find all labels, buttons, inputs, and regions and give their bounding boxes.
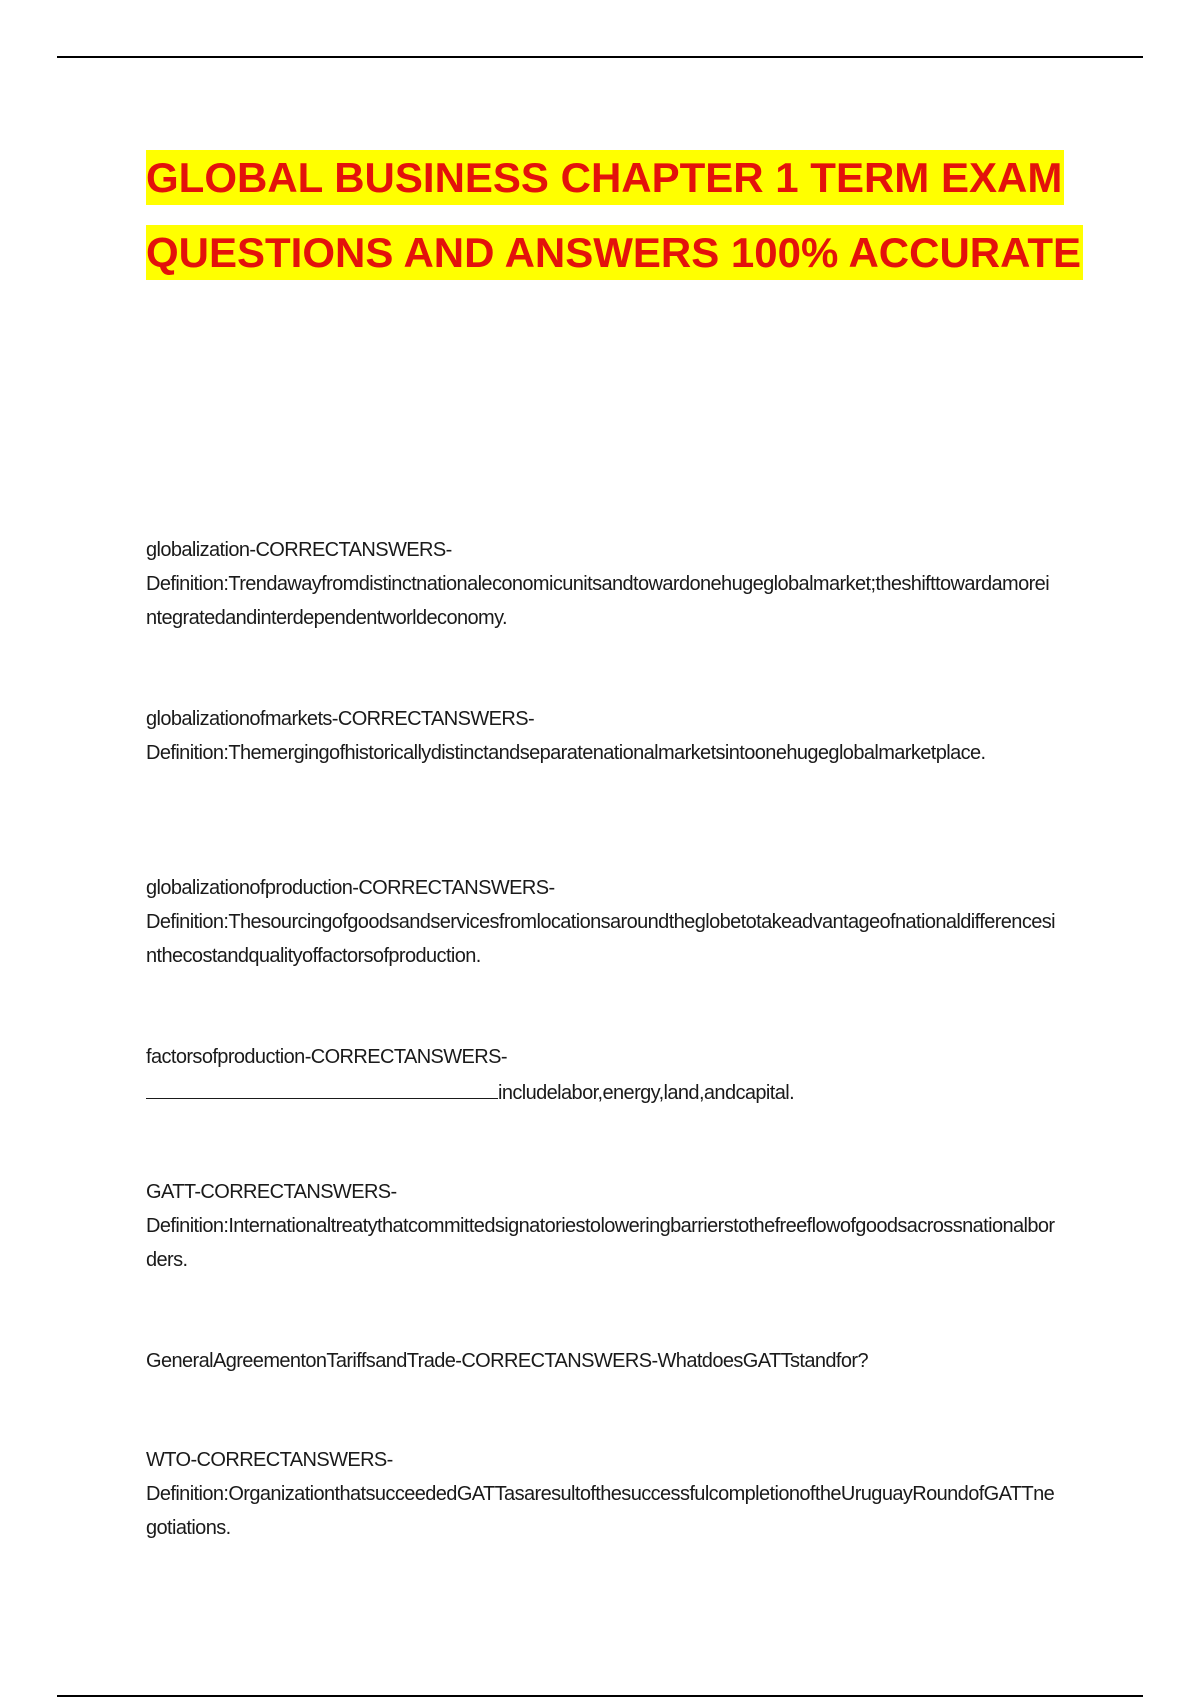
footer-rule — [57, 1695, 1143, 1697]
qa-item-gatt-acronym — [146, 1344, 1056, 1378]
qa-definition-text: includelabor,energy,land,andcapital. — [498, 1082, 795, 1104]
qa-definition: Definition:Themergingofhistoricallydistinctandseparatenationalmarketsintoonehugeglobalmarketplace. — [146, 742, 986, 764]
qa-definition: Definition:Thesourcingofgoodsandservicesfromlocationsaroundtheglobetotakeadvantageofnationaldifferencesinthecostandqualityoffactorsofproduction. — [146, 911, 1055, 967]
header-rule — [57, 56, 1143, 58]
qa-definition: Definition:Internationaltreatythatcommittedsignatoriestoloweringbarrierstothefreeflowofgoodsacrossnationalborders. — [146, 1215, 1055, 1271]
qa-definition: Definition:OrganizationthatsucceededGATTasaresultofthesuccessfulcompletionoftheUruguayRoundofGATTnegotiations. — [146, 1483, 1055, 1539]
qa-term: globalizationofproduction-CORRECTANSWERS- — [146, 877, 555, 899]
qa-term: factorsofproduction-CORRECTANSWERS- — [146, 1046, 507, 1068]
qa-item-gatt — [146, 1175, 1056, 1277]
qa-item-globalization-of-markets — [146, 702, 1056, 770]
qa-term: GeneralAgreementonTariffsandTrade-CORRECTANSWERS-WhatdoesGATTstandfor? — [146, 1350, 868, 1372]
qa-item-wto — [146, 1443, 1056, 1545]
document-title — [146, 140, 1106, 290]
qa-term: globalization-CORRECTANSWERS- — [146, 539, 452, 561]
qa-item-globalization — [146, 533, 1056, 635]
fill-in-blank — [146, 1074, 498, 1099]
qa-term: GATT-CORRECTANSWERS- — [146, 1181, 397, 1203]
qa-term: WTO-CORRECTANSWERS- — [146, 1449, 393, 1471]
qa-item-globalization-of-production — [146, 871, 1056, 973]
qa-definition: Definition:Trendawayfromdistinctnationaleconomicunitsandtowardonehugeglobalmarket;theshifttowardamoreintegratedandinterdependentworldeconomy. — [146, 573, 1050, 629]
document-title-text: GLOBAL BUSINESS CHAPTER 1 TERM EXAM QUESTIONS AND ANSWERS 100% ACCURATE — [146, 150, 1083, 280]
qa-term: globalizationofmarkets-CORRECTANSWERS- — [146, 708, 535, 730]
qa-item-factors-of-production — [146, 1040, 1056, 1110]
qa-definition-with-blank — [146, 1074, 1056, 1110]
